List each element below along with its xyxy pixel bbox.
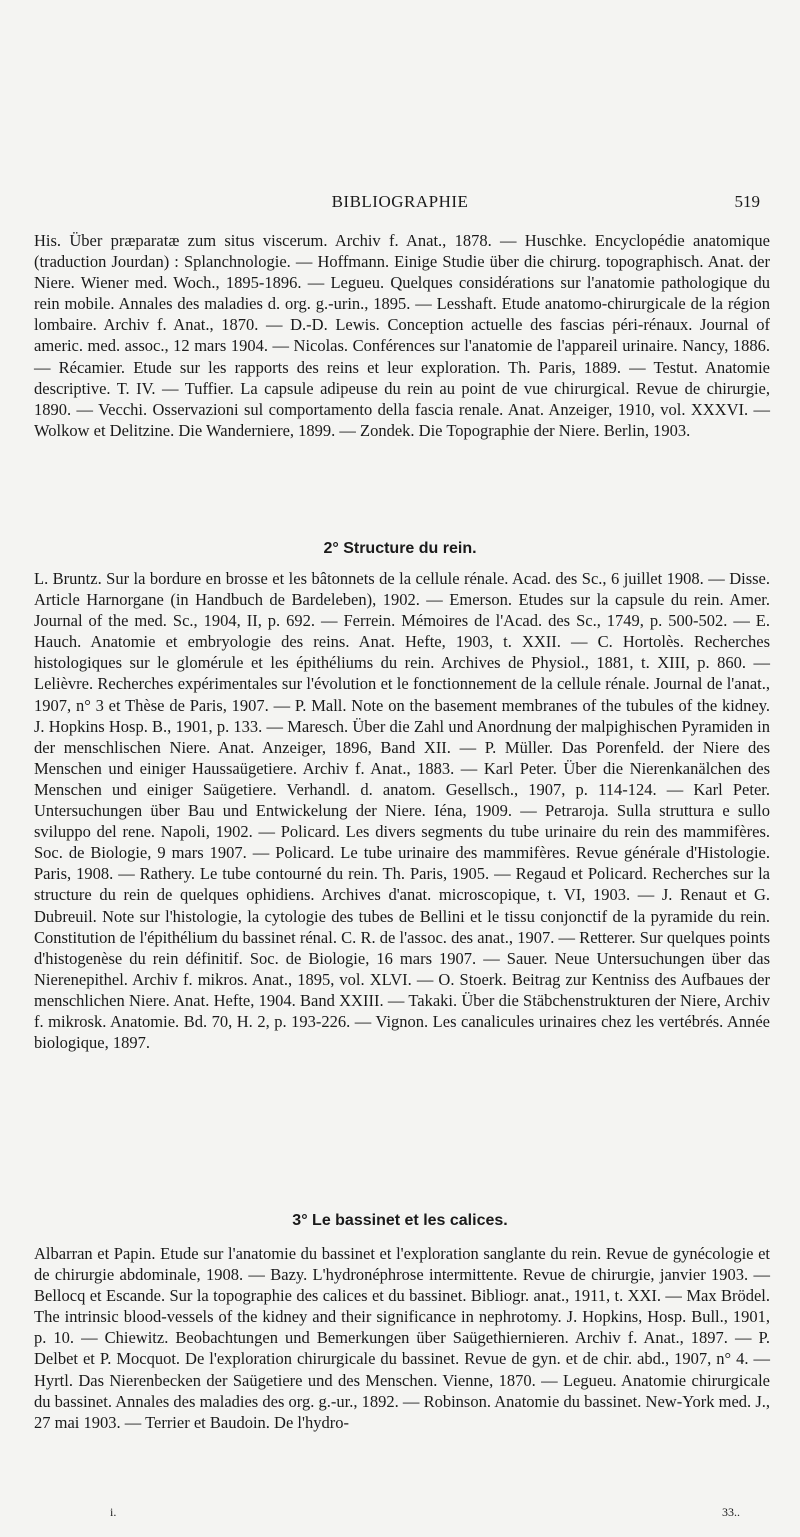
- signature-mark: i.: [110, 1505, 117, 1519]
- page-footer: [110, 1505, 740, 1520]
- bibliography-paragraph: L. Bruntz. Sur la bordure en brosse et les bâtonnets de la cellule rénale. Acad. des Sc., 6 juillet 1908. — Disse. Article Harnorgane (in Handbuch de Bardeleben), 1902. — Emerson. Etudes sur la capsule du rein. Amer. Journal of the med. Sc., 1904, II, p. 692. — Ferrein. Mémoires de l'Acad. des Sc., 1749, p. 500-502. — E. Hauch. Anatomie et embryologie des reins. Anat. Hefte, 1903, t. XXII. — C. Hortolès. Recherches histologiques sur le glomérule et les épithéliums du rein. Archives de Physiol., 1881, t. XIII, p. 860. — Lelièvre. Recherches expérimentales sur l'évolution et le fonctionnement de la cellule rénale. Journal de l'anat., 1907, n° 3 et Thèse de Paris, 1907. — P. Mall. Note on the basement membranes of the tubules of the kidney. J. Hopkins Hosp. B., 1901, p. 133. — Maresch. Über die Zahl und Anordnung der malpighischen Pyramiden in der menschlischen Niere. Anat. Anzeiger, 1896, Band XII. — P. Müller. Das Porenfeld. der Niere des Menschen und einiger Haussaügetiere. Archiv f. Anat., 1883. — Karl Peter. Über die Nierenkanälchen des Menschen und einiger Saügetiere. Verhandl. d. anatom. Gesellsch., 1907, p. 114-124. — Karl Peter. Untersuchungen über Bau und Entwickelung der Niere. Iéna, 1909. — Petraroja. Sulla struttura e sullo sviluppo del rene. Napoli, 1902. — Policard. Les divers segments du tube urinaire du rein des mammifères. Soc. de Biologie, 9 mars 1907. — Policard. Le tube urinaire des mammifères. Revue générale d'Histologie. Paris, 1908. — Rathery. Le tube contourné du rein. Th. Paris, 1905. — Regaud et Policard. Recherches sur la structure du rein de quelques ophidiens. Archives d'anat. microscopique, t. VI, 1903. — J. Renaut et G. Dubreuil. Note sur l'histologie, la cytologie des tubes de Bellini et le tissu conjonctif de la pyramide du rein. Constitution de l'épithélium du bassinet rénal. C. R. de l'assoc. des anat., 1907. — Retterer. Sur quelques points d'histogenèse du rein définitif. Soc. de Biologie, 16 mars 1907. — Sauer. Neue Untersuchungen über das Nierenepithel. Archiv f. mikros. Anat., 1895, vol. XLVI. — O. Stoerk. Beitrag zur Kentniss des Aufbaues der menschlichen Niere. Anat. Hefte, 1904. Band XXIII. — Takaki. Über die Stäbchenstrukturen der Niere, Archiv f. mikrosk. Anatomie. Bd. 70, H. 2, p. 193-226. — Vignon. Les canalicules urinaires chez les vertébrés. Année biologique, 1897.: [34, 569, 770, 1053]
- section-3: [34, 1243, 770, 1433]
- section-heading-2: 2° Structure du rein.: [323, 540, 477, 557]
- running-header: [30, 192, 770, 218]
- sheet-number: 33..: [722, 1505, 740, 1519]
- section-1: [34, 230, 770, 441]
- bibliography-paragraph: His. Über præparatæ zum situs viscerum. Archiv f. Anat., 1878. — Huschke. Encyclopédie anatomique (traduction Jourdan) : Splanchnologie. — Hoffmann. Einige Studie über die chirurg. topographisch. Anat. der Niere. Wiener med. Woch., 1895-1896. — Legueu. Quelques considérations sur l'anatomie pathologique du rein mobile. Annales des maladies d. org. g.-urin., 1895. — Lesshaft. Etude anatomo-chirurgicale de la région lombaire. Archiv f. Anat., 1870. — D.-D. Lewis. Conception actuelle des fascias péri-rénaux. Journal of americ. med. assoc., 12 mars 1904. — Nicolas. Conférences sur l'anatomie de l'appareil urinaire. Nancy, 1886. — Récamier. Etude sur les rapports des reins et leur exploration. Th. Paris, 1889. — Testut. Anatomie descriptive. T. IV. — Tuffier. La capsule adipeuse du rein au point de vue chirurgical. Revue de chirurgie, 1890. — Vecchi. Osservazioni sul comportamento della fascia renale. Anat. Anzeiger, 1910, vol. XXXVI. — Wolkow et Delitzine. Die Wanderniere, 1899. — Zondek. Die Topographie der Niere. Berlin, 1903.: [34, 231, 770, 440]
- bibliography-paragraph: Albarran et Papin. Etude sur l'anatomie du bassinet et l'exploration sanglante du rein. Revue de gynécologie et de chirurgie abdominale, 1908. — Bazy. L'hydronéphrose intermittente. Revue de chirurgie, janvier 1903. — Bellocq et Escande. Sur la topographie des calices et du bassinet. Bibliogr. anat., 1911, t. XXI. — Max Brödel. The intrinsic blood-vessels of the kidney and their significance in nephrotomy. J. Hopkins, Hosp. Bull., 1901, p. 10. — Chiewitz. Beobachtungen und Bemerkungen über Saügethiernieren. Archiv f. Anat., 1897. — P. Delbet et P. Mocquot. De l'exploration chirurgicale du bassinet. Revue de gyn. et de chir. abd., 1907, n° 4. — Hyrtl. Das Nierenbecken der Saügetiere und des Menschen. Vienne, 1870. — Legueu. Anatomie chirurgicale du bassinet. Annales des maladies des org. g.-ur., 1892. — Robinson. Anatomie du bassinet. New-York med. J., 27 mai 1903. — Terrier et Baudoin. De l'hydro-: [34, 1244, 770, 1432]
- running-title: BIBLIOGRAPHIE: [331, 192, 469, 211]
- page-number: 519: [734, 192, 760, 211]
- section-heading-3: 3° Le bassinet et les calices.: [292, 1212, 508, 1229]
- section-2: [34, 568, 770, 1053]
